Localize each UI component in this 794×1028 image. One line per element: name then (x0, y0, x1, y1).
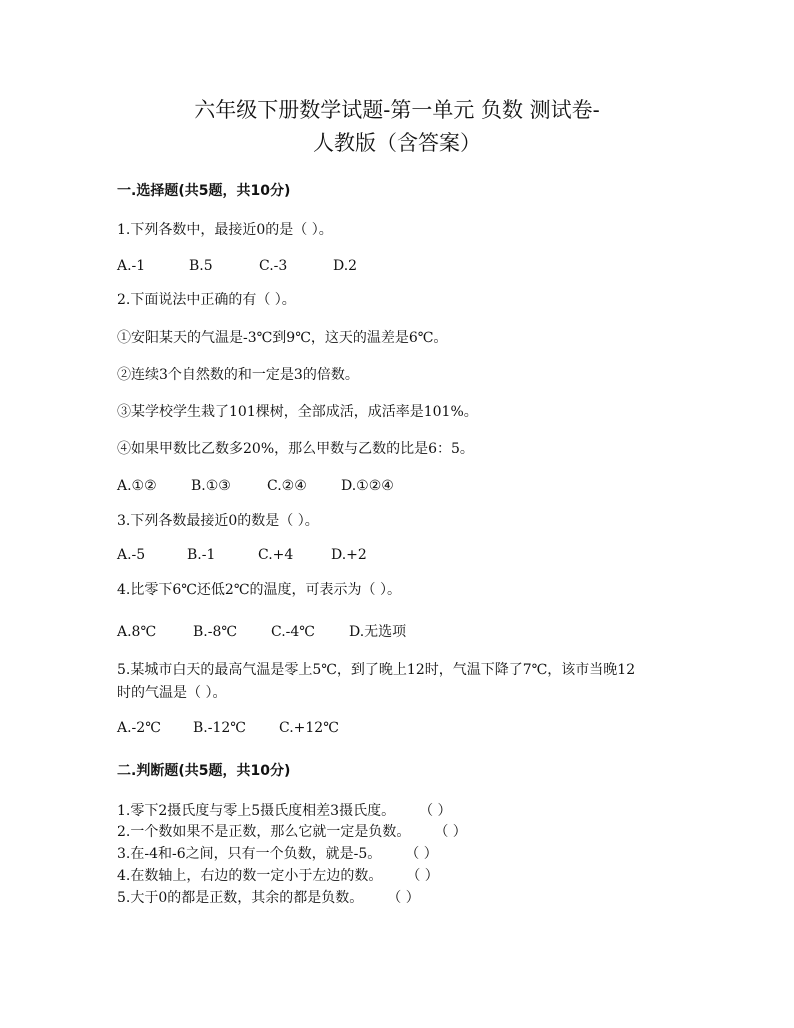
judgment-3-text: 3.在-4和-6之间，只有一个负数，就是-5。 (117, 846, 382, 862)
judgment-2-answer-blank: （ ） (434, 824, 467, 840)
option-a: A.①② (117, 478, 157, 494)
question-2-statement-4: ④如果甲数比乙数多20%，那么甲数与乙数的比是6：5。 (117, 441, 474, 457)
judgment-4 (117, 866, 439, 886)
option-a: A.-2℃ (117, 720, 161, 736)
option-d: D.①②④ (341, 478, 394, 494)
question-4-options (117, 622, 406, 642)
section-heading-choice: 一.选择题(共5题，共10分) (117, 183, 291, 199)
option-c: C.-3 (259, 258, 288, 274)
judgment-3 (117, 844, 438, 864)
option-c: C.+12℃ (279, 720, 339, 736)
judgment-2 (117, 822, 467, 842)
option-d: D.2 (333, 258, 358, 274)
judgment-4-answer-blank: （ ） (406, 868, 439, 884)
question-1-options (117, 256, 357, 276)
question-2-text: 2.下面说法中正确的有（ ）。 (117, 292, 296, 308)
judgment-1-text: 1.零下2摄氏度与零上5摄氏度相差3摄氏度。 (117, 803, 396, 819)
option-c: C.+4 (258, 547, 294, 563)
option-c: C.-4℃ (271, 624, 315, 640)
option-c: C.②④ (267, 478, 307, 494)
option-d: D.无选项 (349, 624, 407, 640)
question-4-text: 4.比零下6℃还低2℃的温度，可表示为（ ）。 (117, 582, 401, 598)
option-d: D.+2 (331, 547, 367, 563)
option-a: A.8℃ (117, 624, 157, 640)
exam-title-line-2: 人教版（含答案） (313, 131, 481, 155)
question-5-text-line-1: 5.某城市白天的最高气温是零上5℃，到了晚上12时，气温下降了7℃，该市当晚12 (117, 662, 636, 678)
judgment-5-answer-blank: （ ） (387, 890, 420, 906)
question-5-options (117, 718, 339, 738)
judgment-5-text: 5.大于0的都是正数，其余的都是负数。 (117, 890, 364, 906)
exam-title-line-1: 六年级下册数学试题-第一单元 负数 测试卷- (194, 98, 600, 122)
option-a: A.-1 (117, 258, 146, 274)
option-b: B.-1 (187, 547, 216, 563)
judgment-5 (117, 888, 420, 908)
question-2-statement-3: ③某学校学生栽了101棵树，全部成活，成活率是101%。 (117, 404, 478, 420)
question-1-text: 1.下列各数中，最接近0的是（ ）。 (117, 222, 333, 238)
option-b: B.-8℃ (193, 624, 238, 640)
option-b: B.-12℃ (193, 720, 246, 736)
question-2-options (117, 476, 394, 496)
question-2-statement-1: ①安阳某天的气温是-3℃到9℃，这天的温差是6℃。 (117, 330, 448, 346)
option-a: A.-5 (117, 547, 146, 563)
option-b: B.5 (189, 258, 213, 274)
question-5-text-line-2: 时的气温是（ ）。 (117, 685, 227, 701)
section-heading-judgment: 二.判断题(共5题，共10分) (117, 763, 291, 779)
judgment-3-answer-blank: （ ） (405, 846, 438, 862)
judgment-1 (117, 801, 452, 821)
judgment-2-text: 2.一个数如果不是正数，那么它就一定是负数。 (117, 824, 411, 840)
question-3-text: 3.下列各数最接近0的数是（ ）。 (117, 513, 319, 529)
question-3-options (117, 545, 367, 565)
question-2-statement-2: ②连续3个自然数的和一定是3的倍数。 (117, 367, 359, 383)
option-b: B.①③ (191, 478, 231, 494)
judgment-1-answer-blank: （ ） (419, 803, 452, 819)
judgment-4-text: 4.在数轴上，右边的数一定小于左边的数。 (117, 868, 383, 884)
